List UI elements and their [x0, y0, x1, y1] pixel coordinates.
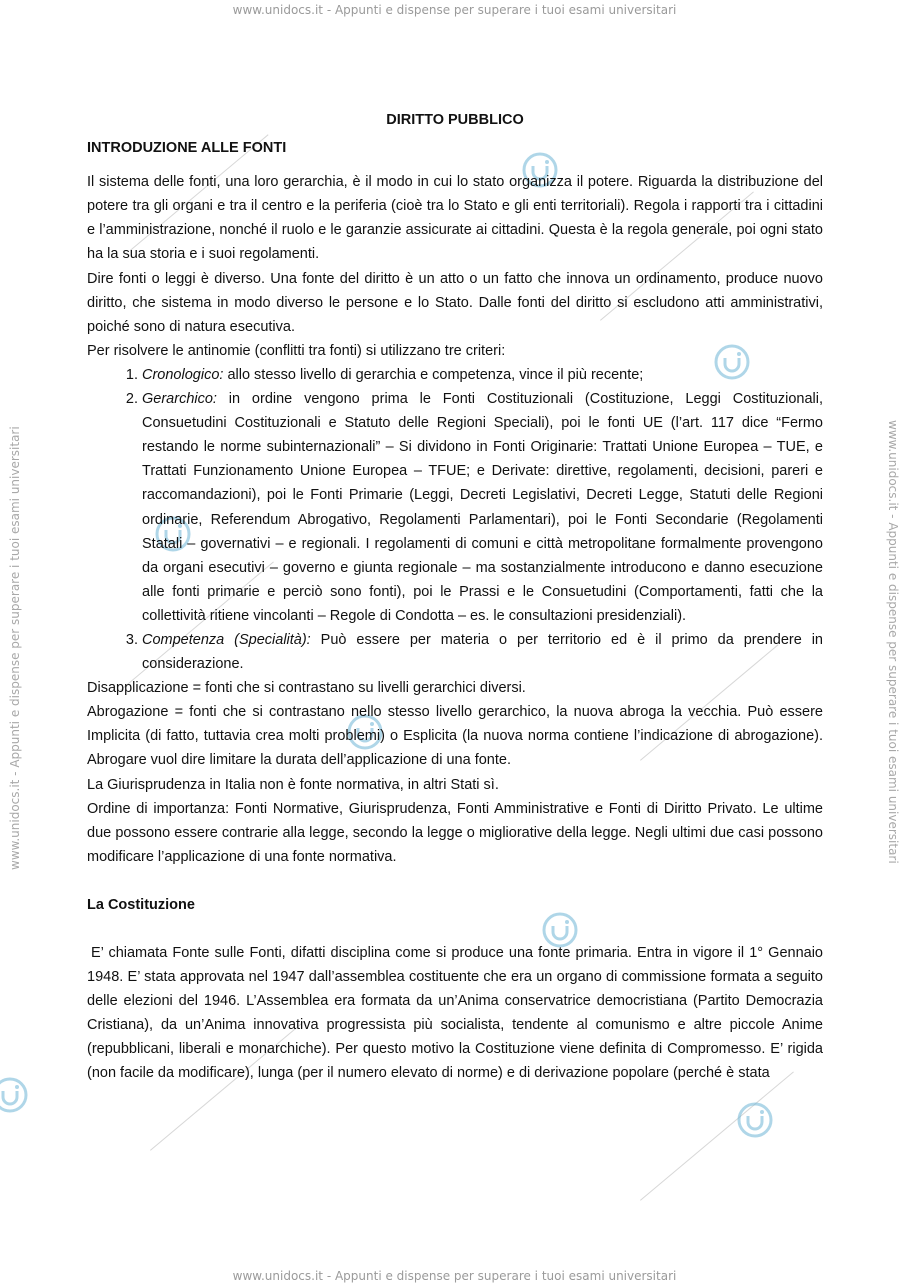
criterion-term: Cronologico:	[142, 366, 224, 383]
paragraph: Ordine di importanza: Fonti Normative, Giurisprudenza, Fonti Amministrative e Fonti di Diritto Privato. Le ultime due possono essere contrarie alla legge, secondo la legge o migliorative della legge. Negli ultimi due casi possono modificare l’applicazione di una fonte normativa.	[87, 800, 823, 865]
list-item	[142, 628, 823, 676]
section-heading-intro: INTRODUZIONE ALLE FONTI	[87, 140, 287, 157]
watermark-right: www.unidocs.it - Appunti e dispense per superare i tuoi esami universitari	[886, 420, 900, 864]
paragraph: Per risolvere le antinomie (conflitti tra fonti) si utilizzano tre criteri:	[87, 342, 506, 359]
criterion-text: Può essere per materia o per territorio ed è il primo da prendere in considerazione.	[142, 631, 823, 673]
paragraph: Il sistema delle fonti, una loro gerarchia, è il modo in cui lo stato organizza il potere. Riguarda la distribuzione del potere tra gli organi e tra il centro e la periferia (cioè tra lo Stato e gli enti territoriali). Regola i rapporti tra i cittadini e l’amministrazione, nonché il ruolo e le garanzie assicurate ai cittadini. Questa è la regola generale, poi ogni stato ha la sua storia e i suoi regolamenti.	[87, 174, 823, 263]
watermark-left: www.unidocs.it - Appunti e dispense per superare i tuoi esami universitari	[8, 426, 22, 870]
watermark-bottom: www.unidocs.it - Appunti e dispense per superare i tuoi esami universitari	[232, 1269, 677, 1283]
criterion-text: in ordine vengono prima le Fonti Costituzionali (Costituzione, Leggi Costituzionali, Consuetudini Costituzionali e Statuto delle Regioni Speciali), poi le fonti UE (l’art. 117 dice “Fermo restando le norme subinternazionali” – Si dividono in Fonti Originarie: Trattati Unione Europea – TUE, e Trattati Funzionamento Unione Europea – TFUE; e Derivate: direttive, regolamenti, decisioni, pareri e raccomandazioni), poi le Fonti Primarie (Leggi, Decreti Legislativi, Decreti Legge, Statuti delle Regioni ordinarie, Referendum Abrogativo, Regolamenti Parlamentari), poi le Fonti Secondarie (Regolamenti Statali – governativi – e regionali. I regolamenti di comuni e città metropolitane formalmente provengono da organi esecutivi – governo e giunta regionale – ma sostanzialmente introducono e danno esecuzione alle fonti primarie e perciò sono fonti), poi le Prassi e le Consuetudini (Comportamenti, fatti che la collettività ritiene vincolanti – Regole di Condotta – es. le consultazioni presidenziali).	[142, 391, 823, 624]
watermark-top: www.unidocs.it - Appunti e dispense per superare i tuoi esami universitari	[232, 3, 677, 17]
criteria-list	[87, 363, 823, 676]
criterion-term: Gerarchico:	[142, 391, 217, 408]
watermark-logo-icon	[735, 1100, 775, 1140]
criterion-term: Competenza (Specialità):	[142, 631, 311, 648]
document-title: DIRITTO PUBBLICO	[386, 112, 524, 128]
document-page	[87, 108, 823, 1086]
paragraph: Disapplicazione = fonti che si contrastano su livelli gerarchici diversi.	[87, 680, 526, 697]
section-heading-costituzione: La Costituzione	[87, 896, 195, 913]
paragraph: La Giurisprudenza in Italia non è fonte normativa, in altri Stati sì.	[87, 776, 499, 793]
list-item	[142, 363, 823, 387]
paragraph: E’ chiamata Fonte sulle Fonti, difatti disciplina come si produce una fonte primaria. Entra in vigore il 1° Gennaio 1948. E’ stata approvata nel 1947 dall’assemblea costituente che era un organo di commissione formata a seguito delle elezioni del 1946. L’Assemblea era formata da un’Anima conservatrice democristiana (Partito Democrazia Cristiana), da un’Anima innovativa progressista più socialista, tendente al comunismo e altre piccole Anime (repubblicani, liberali e monarchiche). Per questo motivo la Costituzione viene definita di Compromesso. E’ rigida (non facile da modificare), lunga (per il numero elevato di norme) e di derivazione popolare (perché è stata	[87, 945, 823, 1082]
paragraph: Abrogazione = fonti che si contrastano nello stesso livello gerarchico, la nuova abroga la vecchia. Può essere Implicita (di fatto, tuttavia crea molti problemi) o Esplicita (la nuova norma contiene l’indicazione di abrogazione). Abrogare vuol dire limitare la durata dell’applicazione di una fonte.	[87, 704, 823, 769]
criterion-text: allo stesso livello di gerarchia e competenza, vince il più recente;	[223, 366, 644, 383]
list-item	[142, 387, 823, 628]
watermark-logo-icon	[0, 1075, 30, 1115]
paragraph: Dire fonti o leggi è diverso. Una fonte del diritto è un atto o un fatto che innova un ordinamento, produce nuovo diritto, che sistema in modo diverso le persone e lo Stato. Dalle fonti del diritto si escludono atti amministrativi, poiché sono di natura esecutiva.	[87, 270, 823, 335]
